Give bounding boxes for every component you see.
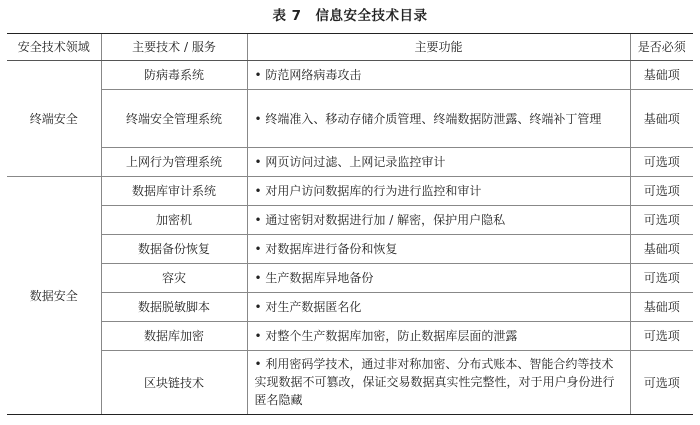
header-row — [7, 34, 693, 61]
service-cell: 数据脱敏脚本 — [101, 293, 247, 322]
service-cell: 终端安全管理系统 — [101, 90, 247, 148]
table-row — [7, 351, 693, 415]
table-number: 表 7 — [272, 8, 302, 24]
function-cell: • 对用户访问数据库的行为进行监控和审计 — [247, 177, 630, 206]
service-cell: 数据备份恢复 — [101, 235, 247, 264]
table-row — [7, 293, 693, 322]
service-cell: 数据库审计系统 — [101, 177, 247, 206]
service-cell: 区块链技术 — [101, 351, 247, 415]
header-service: 主要技术 / 服务 — [101, 34, 247, 61]
required-cell: 可选项 — [630, 264, 693, 293]
required-cell: 可选项 — [630, 177, 693, 206]
domain-cell: 终端安全 — [7, 61, 101, 177]
required-cell: 可选项 — [630, 351, 693, 415]
table-row — [7, 148, 693, 177]
service-cell: 加密机 — [101, 206, 247, 235]
table-row — [7, 235, 693, 264]
table-row — [7, 90, 693, 148]
function-cell: • 网页访问过滤、上网记录监控审计 — [247, 148, 630, 177]
required-cell: 可选项 — [630, 322, 693, 351]
table-caption — [0, 4, 700, 24]
table-row — [7, 61, 693, 90]
table-title: 信息安全技术目录 — [315, 8, 428, 24]
function-cell: • 通过密钥对数据进行加 / 解密，保护用户隐私 — [247, 206, 630, 235]
security-technology-table — [7, 33, 693, 415]
table-row — [7, 264, 693, 293]
table-row — [7, 206, 693, 235]
function-cell: • 防范网络病毒攻击 — [247, 61, 630, 90]
service-cell: 防病毒系统 — [101, 61, 247, 90]
domain-cell: 数据安全 — [7, 177, 101, 415]
required-cell: 基础项 — [630, 90, 693, 148]
required-cell: 可选项 — [630, 148, 693, 177]
function-cell: • 对整个生产数据库加密，防止数据库层面的泄露 — [247, 322, 630, 351]
header-domain: 安全技术领域 — [7, 34, 101, 61]
header-function: 主要功能 — [247, 34, 630, 61]
service-cell: 数据库加密 — [101, 322, 247, 351]
service-cell: 容灾 — [101, 264, 247, 293]
function-cell: • 生产数据库异地备份 — [247, 264, 630, 293]
function-cell: • 对数据库进行备份和恢复 — [247, 235, 630, 264]
table-row — [7, 177, 693, 206]
required-cell: 基础项 — [630, 293, 693, 322]
function-cell: • 利用密码学技术，通过非对称加密、分布式账本、智能合约等技术实现数据不可篡改，保证交易数据真实性完整性，对于用户身份进行匿名隐藏 — [247, 351, 630, 415]
service-cell: 上网行为管理系统 — [101, 148, 247, 177]
required-cell: 可选项 — [630, 206, 693, 235]
required-cell: 基础项 — [630, 235, 693, 264]
required-cell: 基础项 — [630, 61, 693, 90]
function-cell: • 对生产数据匿名化 — [247, 293, 630, 322]
function-cell: • 终端准入、移动存储介质管理、终端数据防泄露、终端补丁管理 — [247, 90, 630, 148]
table-row — [7, 322, 693, 351]
header-required: 是否必须 — [630, 34, 693, 61]
